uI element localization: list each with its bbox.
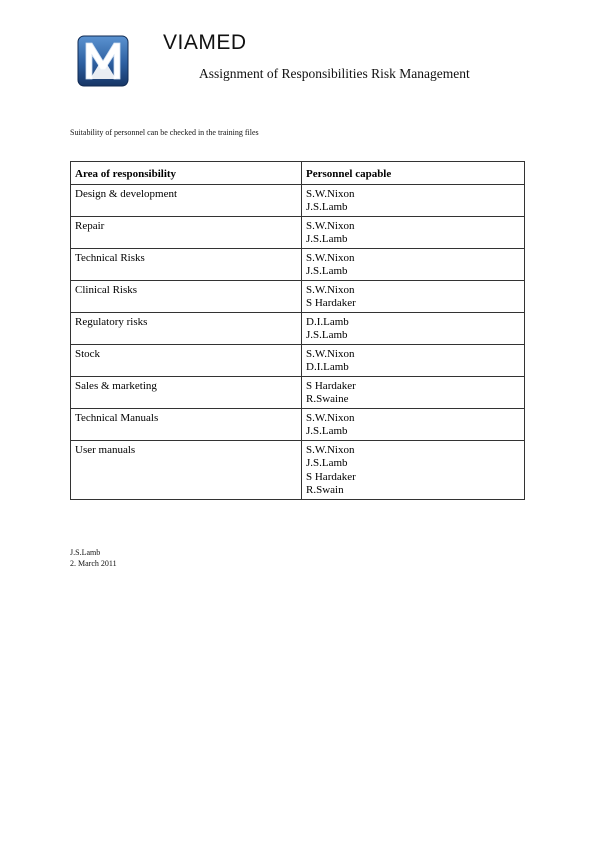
signoff-name: J.S.Lamb	[70, 548, 101, 557]
person-name: J.S.Lamb	[306, 329, 348, 341]
personnel-cell	[302, 216, 525, 248]
suitability-note: Suitability of personnel can be checked in the training files	[70, 128, 259, 137]
person-name: S Hardaker	[306, 297, 356, 309]
personnel-cell	[302, 184, 525, 216]
table-row	[71, 248, 525, 280]
person-name: S.W.Nixon	[306, 251, 355, 264]
area-cell: Stock	[71, 344, 302, 376]
table-row	[71, 184, 525, 216]
person-name: D.I.Lamb	[306, 361, 349, 373]
table-row	[71, 376, 525, 408]
area-cell: Repair	[71, 216, 302, 248]
responsibility-table	[70, 161, 525, 500]
table-row	[71, 408, 525, 440]
personnel-cell	[302, 312, 525, 344]
personnel-cell	[302, 248, 525, 280]
person-name: S.W.Nixon	[306, 283, 355, 296]
personnel-cell	[302, 344, 525, 376]
table-row	[71, 440, 525, 499]
personnel-cell	[302, 408, 525, 440]
person-name: S.W.Nixon	[306, 411, 355, 424]
personnel-cell	[302, 280, 525, 312]
logo-mark-icon	[77, 35, 129, 87]
document-title: Assignment of Responsibilities Risk Management	[199, 66, 470, 81]
area-cell: Clinical Risks	[71, 280, 302, 312]
area-cell: Technical Risks	[71, 248, 302, 280]
signoff-date: 2. March 2011	[70, 559, 117, 568]
person-name: D.I.Lamb	[306, 315, 349, 328]
person-name: J.S.Lamb	[306, 233, 348, 245]
table-header-row	[71, 162, 525, 185]
header-area: Area of responsibility	[71, 162, 302, 185]
viamed-logo	[77, 35, 129, 87]
personnel-cell	[302, 440, 525, 499]
person-name: R.Swaine	[306, 393, 349, 405]
person-name: S Hardaker	[306, 379, 356, 392]
person-name: J.S.Lamb	[306, 265, 348, 277]
personnel-cell	[302, 376, 525, 408]
area-cell: Design & development	[71, 184, 302, 216]
table-row	[71, 312, 525, 344]
area-cell: Sales & marketing	[71, 376, 302, 408]
table-row	[71, 344, 525, 376]
table-row	[71, 216, 525, 248]
person-name: S.W.Nixon	[306, 187, 355, 200]
person-name: R.Swain	[306, 484, 344, 496]
person-name: S.W.Nixon	[306, 219, 355, 232]
area-cell: Regulatory risks	[71, 312, 302, 344]
person-name: S Hardaker	[306, 470, 356, 483]
table-row	[71, 280, 525, 312]
person-name: J.S.Lamb	[306, 425, 348, 437]
person-name: J.S.Lamb	[306, 201, 348, 213]
signoff-block	[70, 547, 117, 569]
person-name: S.W.Nixon	[306, 347, 355, 360]
header-personnel: Personnel capable	[302, 162, 525, 185]
person-name: S.W.Nixon	[306, 443, 355, 456]
brand-name: VIAMED	[163, 31, 247, 54]
person-name: J.S.Lamb	[306, 457, 348, 469]
area-cell: Technical Manuals	[71, 408, 302, 440]
area-cell: User manuals	[71, 440, 302, 499]
